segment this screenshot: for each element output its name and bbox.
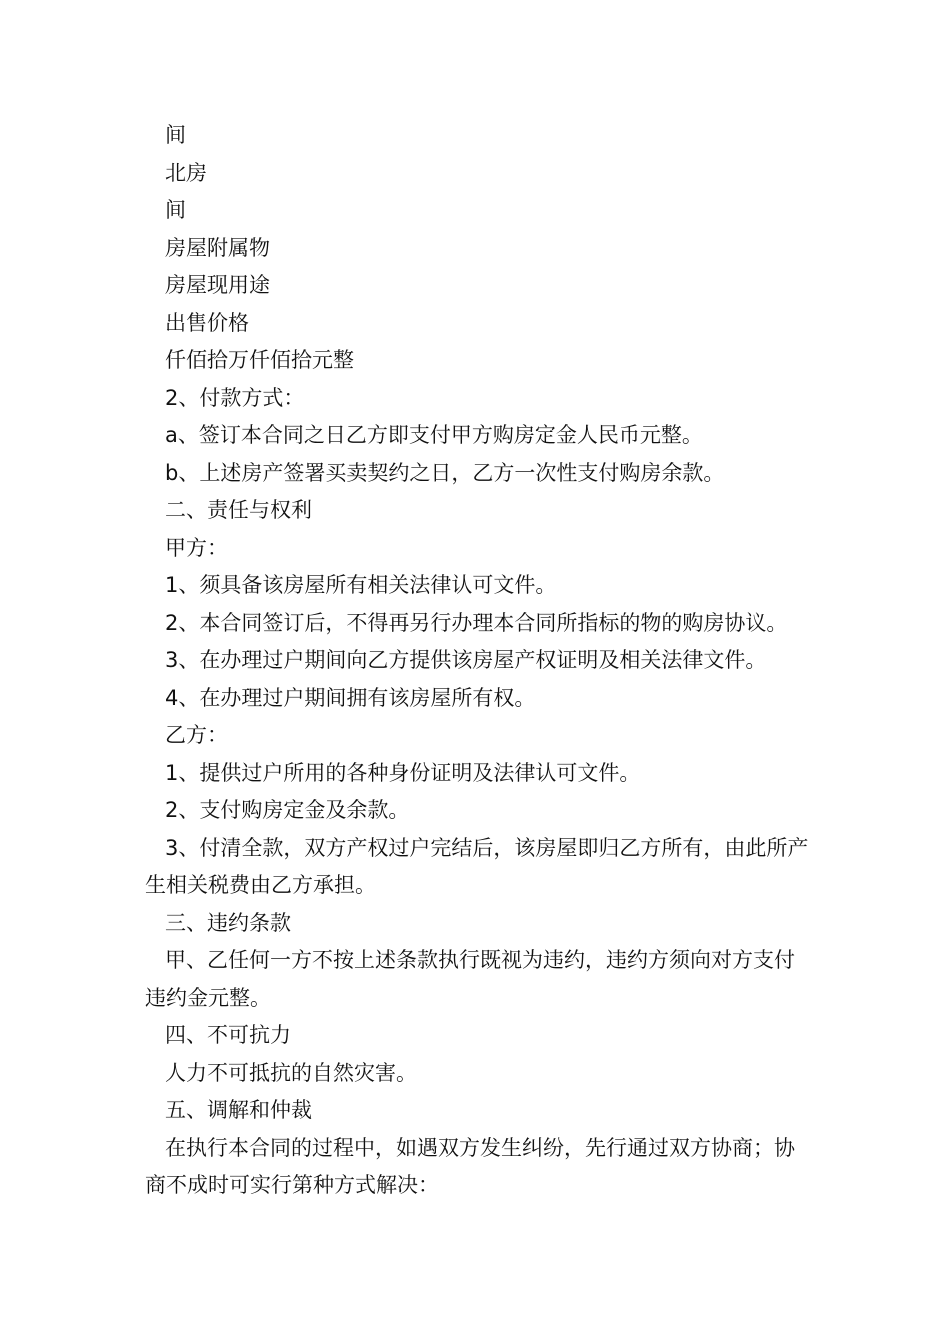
text-line: 房屋附属物 (165, 235, 270, 260)
text-line: 人力不可抵抗的自然灾害。 (165, 1060, 417, 1085)
text-line: 间 (165, 123, 186, 147)
text-line: 北房 (165, 160, 207, 185)
text-line: 1、须具备该房屋所有相关法律认可文件。 (165, 573, 557, 597)
text-line: 2、支付购房定金及余款。 (165, 798, 410, 822)
text-line: 2、本合同签订后，不得再另行办理本合同所指标的物的购房协议。 (165, 610, 788, 635)
party-a-label: 甲方： (165, 535, 228, 560)
text-line: b、上述房产签署买卖契约之日，乙方一次性支付购房余款。 (165, 460, 725, 485)
text-line: 4、在办理过户期间拥有该房屋所有权。 (165, 685, 536, 710)
text-line: 出售价格 (165, 310, 249, 335)
party-b-label: 乙方： (165, 723, 228, 747)
section-heading-payment: 2、付款方式： (165, 385, 305, 410)
section-heading-force-majeure: 四、不可抗力 (165, 1023, 291, 1047)
section-heading-rights: 二、责任与权利 (165, 498, 312, 522)
document-body (145, 117, 815, 1205)
text-line: 3、在办理过户期间向乙方提供该房屋产权证明及相关法律文件。 (165, 648, 767, 672)
paragraph: 3、付清全款，双方产权过户完结后，该房屋即归乙方所有，由此所产生相关税费由乙方承担。 (145, 835, 809, 897)
text-line: a、签订本合同之日乙方即支付甲方购房定金人民币元整。 (165, 423, 703, 447)
text-line: 1、提供过户所用的各种身份证明及法律认可文件。 (165, 760, 641, 785)
paragraph: 甲、乙任何一方不按上述条款执行既视为违约，违约方须向对方支付违约金元整。 (145, 948, 795, 1010)
text-line: 房屋现用途 (165, 273, 270, 297)
paragraph: 在执行本合同的过程中，如遇双方发生纠纷，先行通过双方协商；协商不成时可实行第种方式解决： (145, 1135, 795, 1197)
section-heading-arbitration: 五、调解和仲裁 (165, 1098, 312, 1122)
text-line: 仟佰拾万仟佰拾元整 (165, 348, 354, 372)
text-line: 间 (165, 198, 186, 222)
section-heading-breach: 三、违约条款 (165, 910, 291, 935)
